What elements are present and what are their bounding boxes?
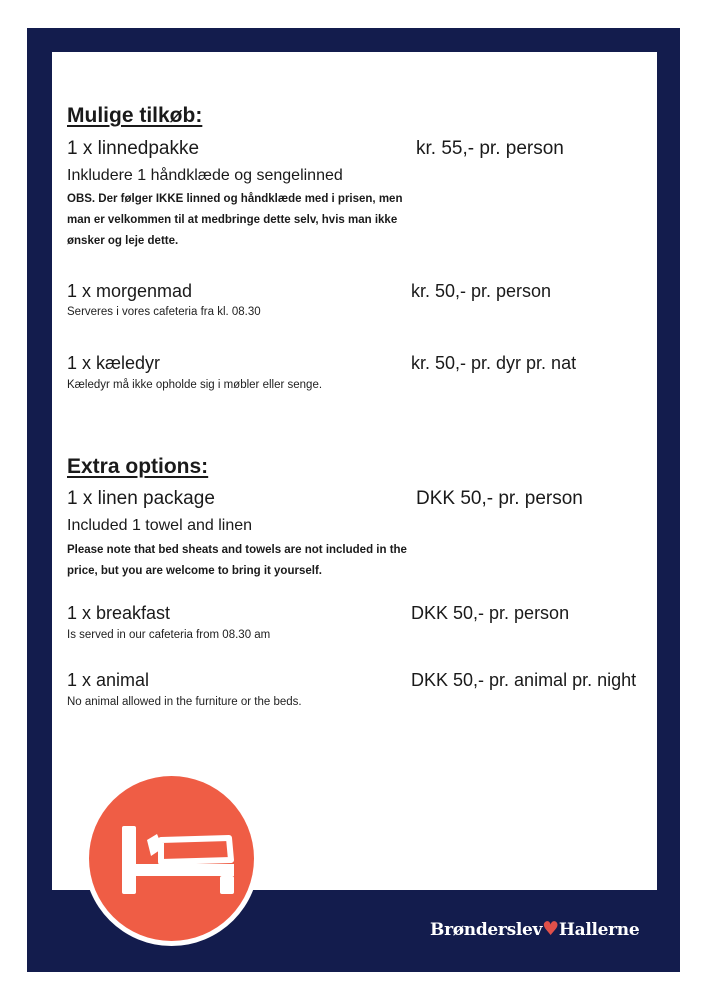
english-linen-name: 1 x linen package: [67, 488, 215, 509]
bed-badge-circle: [89, 776, 254, 941]
danish-breakfast-note: Serveres i vores cafeteria fra kl. 08.30: [67, 306, 261, 318]
english-linen-note: Please note that bed sheats and towels are not included in the price, but you are welcome to bring it yourself.: [67, 544, 407, 577]
danish-breakfast-price: kr. 50,- pr. person: [411, 281, 552, 301]
logo-left-text: Brønderslev: [430, 920, 543, 940]
heart-icon: ♥: [542, 918, 559, 940]
english-animal-name: 1 x animal: [67, 670, 150, 690]
english-breakfast-name: 1 x breakfast: [67, 603, 171, 623]
danish-pet-name: 1 x kæledyr: [67, 353, 161, 373]
english-animal-note: No animal allowed in the furniture or the beds.: [67, 696, 302, 708]
logo-right-text: Hallerne: [558, 920, 640, 940]
english-linen-price: DKK 50,- pr. person: [416, 488, 583, 509]
english-breakfast-price: DKK 50,- pr. person: [411, 603, 570, 623]
bronderslev-hallerne-logo: [430, 918, 639, 940]
danish-heading: Mulige tilkøb:: [67, 104, 203, 127]
danish-linen-note: OBS. Der følger IKKE linned og håndklæde med i prisen, men man er velkommen til at medbringe dette selv, hvis man ikke ønsker og leje dette.: [67, 193, 403, 247]
english-heading: Extra options:: [67, 455, 209, 478]
danish-breakfast-name: 1 x morgenmad: [67, 281, 193, 301]
danish-linen-name: 1 x linnedpakke: [67, 138, 200, 159]
english-animal-price: DKK 50,- pr. animal pr. night: [411, 670, 637, 690]
danish-linen-price: kr. 55,- pr. person: [416, 138, 564, 159]
english-breakfast-note: Is served in our cafeteria from 08.30 am: [67, 629, 271, 641]
danish-pet-note: Kæledyr må ikke opholde sig i møbler eller senge.: [67, 379, 323, 391]
bed-badge: [84, 771, 259, 946]
danish-linen-includes: Inkludere 1 håndklæde og sengelinned: [67, 167, 343, 184]
english-linen-includes: Included 1 towel and linen: [67, 517, 253, 534]
danish-pet-price: kr. 50,- pr. dyr pr. nat: [411, 353, 577, 373]
bed-icon: [89, 776, 254, 941]
